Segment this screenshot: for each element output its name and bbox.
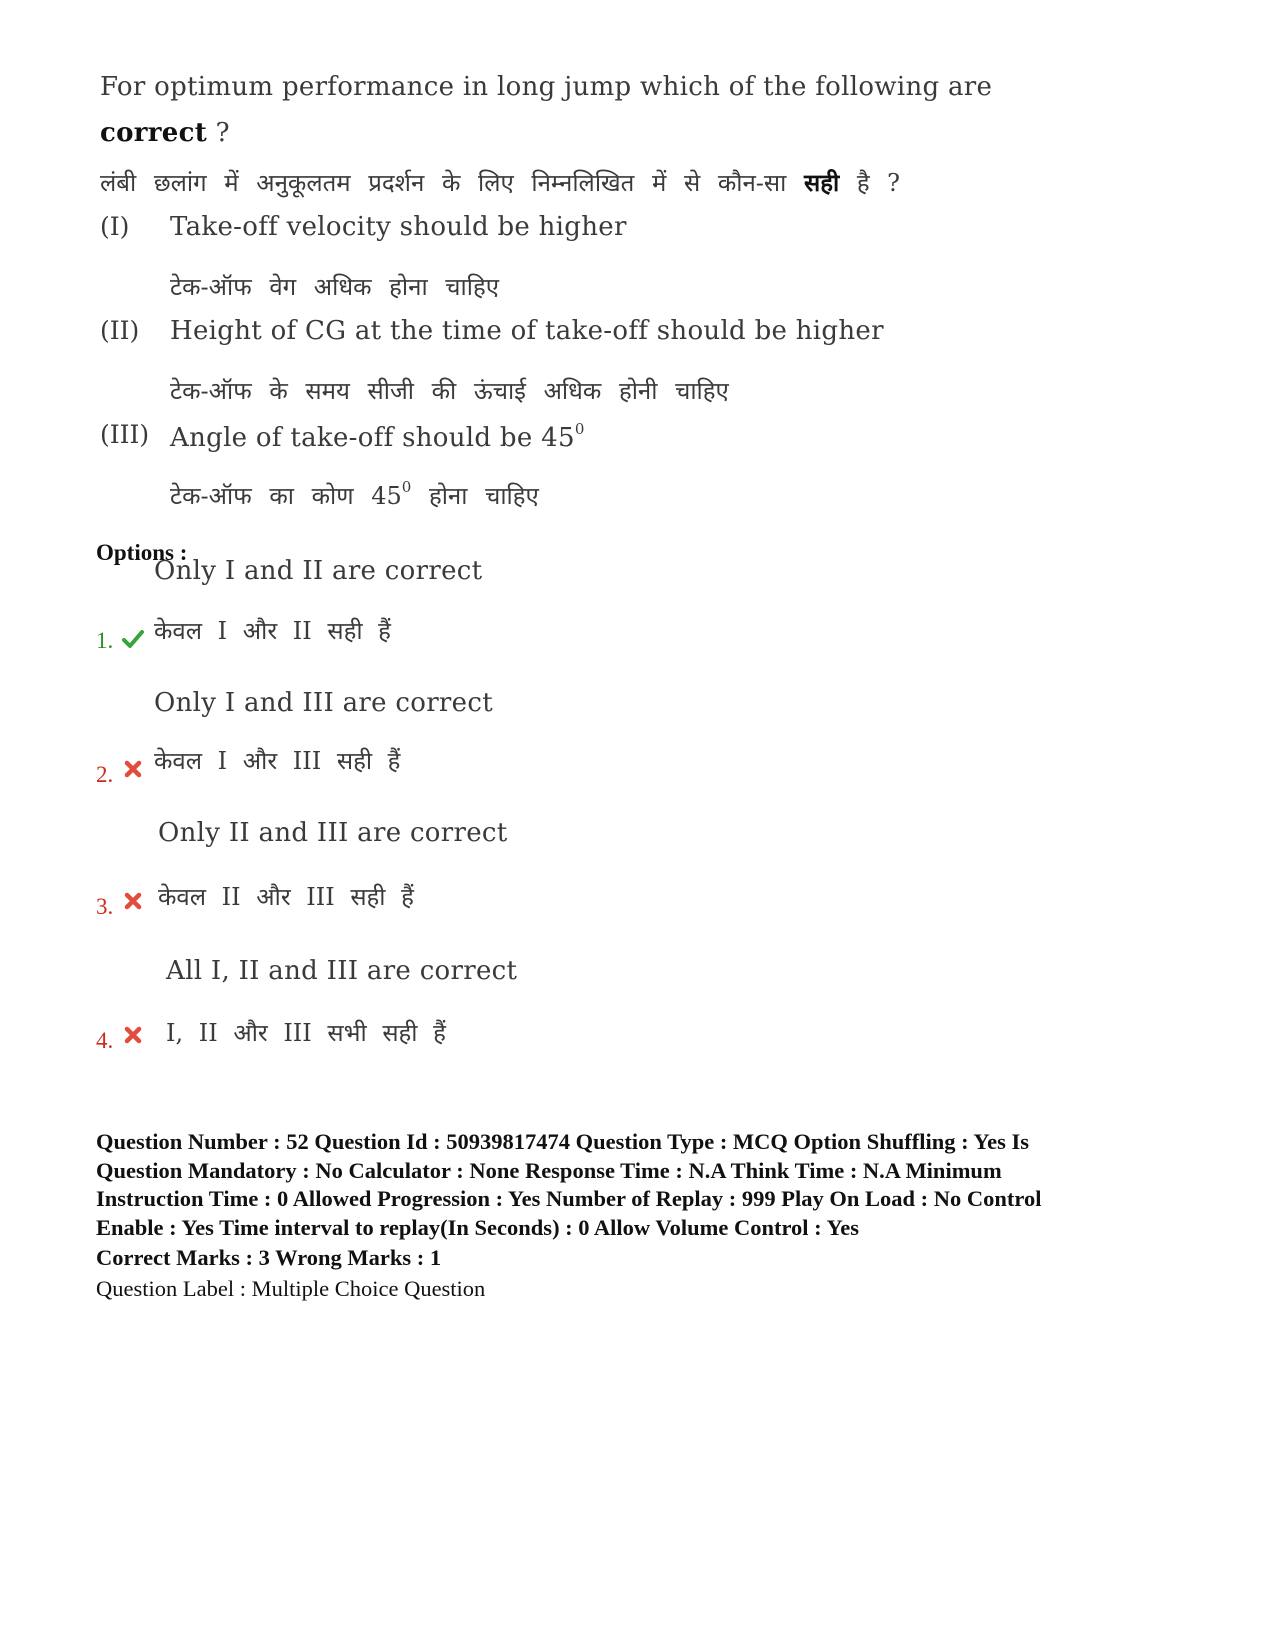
option-2-text-english: Only I and III are correct bbox=[154, 688, 493, 718]
option-1-number: 1. bbox=[96, 628, 114, 653]
statement-text-hindi: टेक-ऑफ का कोण $45^0$ होना चाहिए bbox=[170, 478, 539, 510]
question-english-bold: correct bbox=[100, 118, 208, 148]
option-4-number: 4. bbox=[96, 1028, 114, 1053]
option-1-text-english: Only I and II are correct bbox=[154, 556, 483, 586]
marks-info: Correct Marks : 3 Wrong Marks : 1 bbox=[96, 1245, 442, 1270]
question-hindi-prefix: लंबी छलांग में अनुकूलतम प्रदर्शन के लिए निम्नलिखित में से कौन-सा bbox=[100, 169, 787, 197]
option-3-text-english: Only II and III are correct bbox=[158, 818, 508, 848]
statement-number: (I) bbox=[100, 212, 130, 241]
question-english-suffix: ? bbox=[207, 118, 230, 148]
question-hindi-bold: सही bbox=[803, 168, 840, 197]
cross-icon bbox=[122, 758, 144, 780]
question-text-hindi bbox=[100, 166, 900, 199]
statement-text-hindi: टेक-ऑफ के समय सीजी की ऊंचाई अधिक होनी चाहिए bbox=[170, 377, 729, 405]
statement-number: (II) bbox=[100, 316, 140, 345]
metadata-line: Enable : Yes Time interval to replay(In Seconds) : 0 Allow Volume Control : Yes bbox=[96, 1214, 859, 1240]
option-4-text-english: All I, II and III are correct bbox=[166, 956, 518, 986]
option-1-text-hindi: केवल I और II सही हैं bbox=[154, 617, 391, 645]
question-metadata bbox=[96, 1128, 1206, 1242]
question-label: Question Label : Multiple Choice Question bbox=[96, 1276, 486, 1301]
cross-icon bbox=[122, 890, 144, 912]
options-label: Options : bbox=[96, 540, 188, 565]
question-hindi-suffix: है ? bbox=[856, 169, 901, 197]
statement-number: (III) bbox=[100, 420, 150, 449]
statement-text-hindi: टेक-ऑफ वेग अधिक होना चाहिए bbox=[170, 273, 499, 301]
option-3-number: 3. bbox=[96, 894, 114, 919]
check-icon bbox=[122, 628, 144, 650]
option-2-text-hindi: केवल I और III सही हैं bbox=[154, 747, 401, 775]
metadata-line: Question Mandatory : No Calculator : None Response Time : N.A Think Time : N.A Minimum bbox=[96, 1157, 1002, 1183]
option-3-text-hindi: केवल II और III सही हैं bbox=[158, 883, 414, 911]
question-text-english bbox=[100, 64, 1100, 156]
statement-text-english: Angle of take-off should be $45^0$ bbox=[170, 420, 585, 453]
question-english-prefix: For optimum performance in long jump which of the following are bbox=[100, 72, 993, 102]
option-2-number: 2. bbox=[96, 762, 114, 787]
metadata-line: Instruction Time : 0 Allowed Progression : Yes Number of Replay : 999 Play On Load : No Control bbox=[96, 1186, 1042, 1211]
cross-icon bbox=[122, 1024, 144, 1046]
degree-superscript: 0 bbox=[574, 420, 585, 438]
statement-text-english: Height of CG at the time of take-off should be higher bbox=[170, 316, 884, 346]
degree-superscript: 0 bbox=[401, 478, 412, 496]
metadata-line: Question Number : 52 Question Id : 50939817474 Question Type : MCQ Option Shuffling : Yes Is bbox=[96, 1129, 1030, 1154]
statement-text-english: Take-off velocity should be higher bbox=[170, 212, 627, 242]
option-4-text-hindi: I, II और III सभी सही हैं bbox=[166, 1019, 446, 1047]
